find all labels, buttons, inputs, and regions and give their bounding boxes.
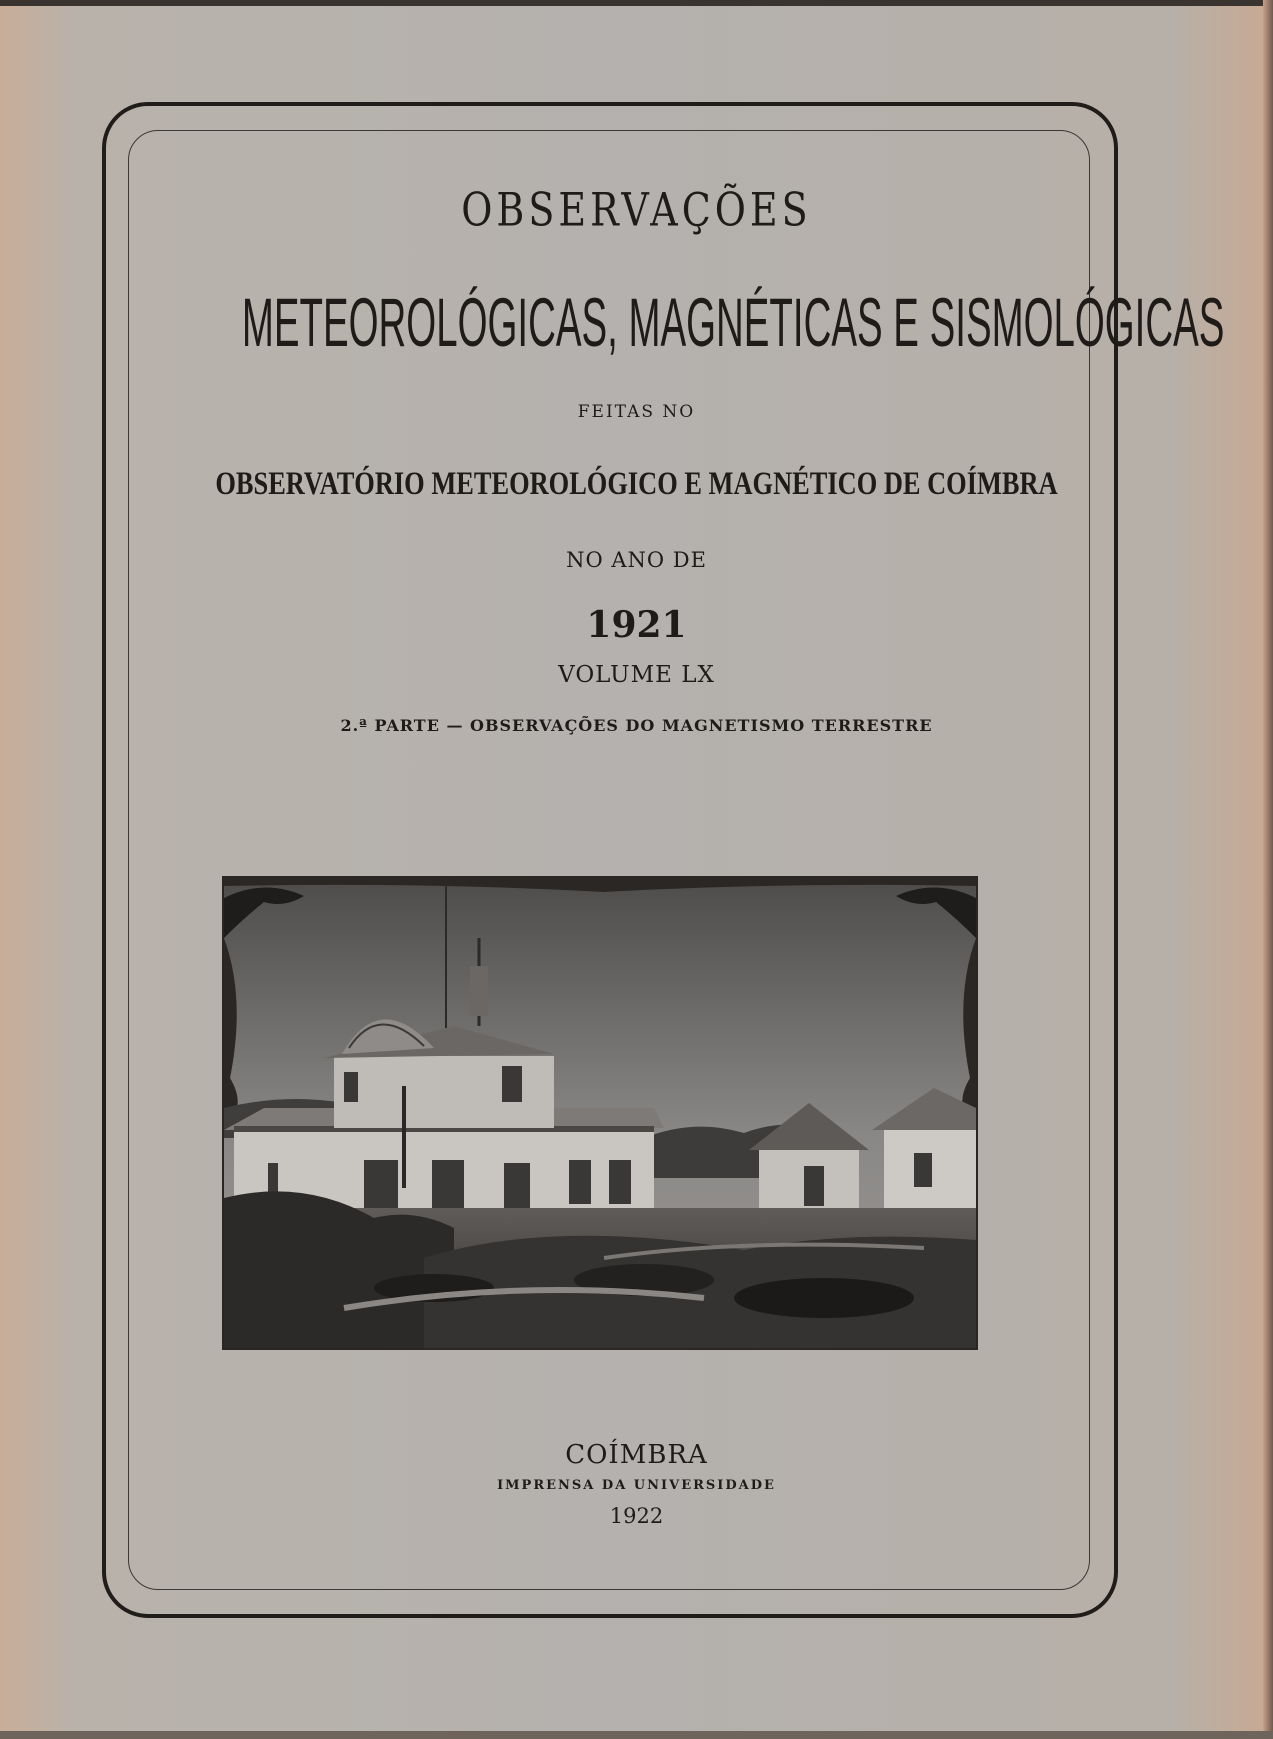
imprint-year: 1922 xyxy=(609,1504,664,1528)
part-subtitle: 2.ª PARTE — OBSERVAÇÕES DO MAGNETISMO TERRESTRE xyxy=(340,716,933,735)
main-title: METEOROLÓGICAS, MAGNÉTICAS E SISMOLÓGICAS xyxy=(241,285,1225,362)
institution-name: OBSERVATÓRIO METEOROLÓGICO E MAGNÉTICO DE COÍMBRA xyxy=(215,466,1058,502)
title-observacoes: OBSERVAÇÕES xyxy=(461,183,812,237)
imprint-press: IMPRENSA DA UNIVERSIDADE xyxy=(497,1478,776,1493)
top-edge xyxy=(0,0,1273,6)
observatory-photo-illustration xyxy=(224,878,976,1348)
feitas-no-label: FEITAS NO xyxy=(577,402,696,422)
observatory-photo xyxy=(222,876,978,1350)
edition-year: 1921 xyxy=(586,604,687,646)
no-ano-de-label: NO ANO DE xyxy=(566,548,707,572)
bottom-edge xyxy=(0,1731,1273,1739)
imprint-city: COÍMBRA xyxy=(565,1440,708,1470)
volume-label: VOLUME LX xyxy=(558,662,715,688)
